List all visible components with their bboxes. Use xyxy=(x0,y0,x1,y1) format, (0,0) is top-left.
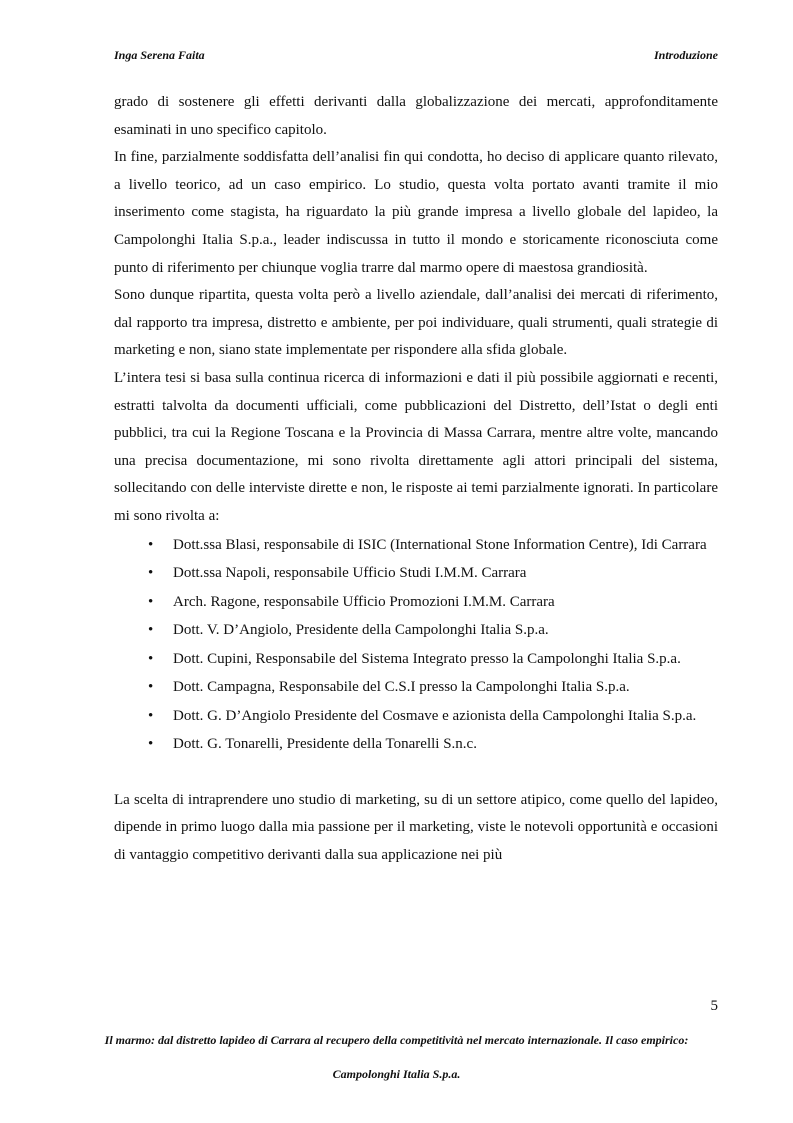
bullet-icon: • xyxy=(148,536,154,553)
list-item: • Dott.ssa Napoli, responsabile Ufficio Studi I.M.M. Carrara xyxy=(114,559,718,588)
bullet-icon: • xyxy=(148,565,154,581)
list-item: • Dott. G. Tonarelli, Presidente della Tonarelli S.n.c. xyxy=(114,730,718,759)
list-item: • Dott. V. D’Angiolo, Presidente della Campolonghi Italia S.p.a. xyxy=(114,616,718,645)
paragraph-approach: Sono dunque ripartita, questa volta però a livello aziendale, dall’analisi dei mercati di riferimento, dal rapporto tra impresa, distretto e ambiente, per poi individuare, quali strumenti, quali strategie di marketing e non, siano state implementate per rispondere alla sfida globale. xyxy=(114,287,718,359)
paragraph-motivation: La scelta di intraprendere uno studio di marketing, su di un settore atipico, come quello del lapideo, dipende in primo luogo dalla mia passione per il marketing, viste le notevoli opportunità e occasioni di vantaggio competitivo derivanti dalla sua applicazione nei più xyxy=(114,791,718,863)
bullet-icon: • xyxy=(148,622,154,638)
list-item: • Dott. Cupini, Responsabile del Sistema Integrato presso la Campolonghi Italia S.p.a. xyxy=(114,645,718,674)
list-item: • Dott.ssa Blasi, responsabile di ISIC (International Stone Information Centre), Idi Carrara xyxy=(114,531,718,560)
page-body xyxy=(114,89,718,869)
paragraph-sources: L’intera tesi si basa sulla continua ricerca di informazioni e dati il più possibile aggiornati e recenti, estratti talvolta da documenti ufficiali, come pubblicazioni del Distretto, dell’Istat o degli enti pubblici, tra cui la Regione Toscana e la Provincia di Massa Carrara, mentre altre volte, mancando una precisa documentazione, mi sono rivolta direttamente agli attori principali del sistema, sollecitando con delle interviste dirette e non, le risposte ai temi parzialmente ignorati. In particolare mi sono rivolta a: xyxy=(114,369,718,524)
header-section: Introduzione xyxy=(653,48,718,62)
bullet-icon: • xyxy=(148,736,154,752)
page-number: 5 xyxy=(710,998,718,1014)
bullet-icon: • xyxy=(148,593,154,610)
list-item: • Dott. Campagna, Responsabile del C.S.I presso la Campolonghi Italia S.p.a. xyxy=(114,673,718,702)
list-item: • Dott. G. D’Angiolo Presidente del Cosmave e azionista della Campolonghi Italia S.p.a. xyxy=(114,702,718,731)
footer-subtitle-line: Campolonghi Italia S.p.a. xyxy=(332,1067,461,1081)
spacer xyxy=(114,759,718,787)
bullet-icon: • xyxy=(148,707,154,724)
paragraph-continuation: grado di sostenere gli effetti derivanti dalla globalizzazione dei mercati, approfonditamente esaminati in uno specifico capitolo. xyxy=(114,94,718,138)
header-author: Inga Serena Faita xyxy=(114,48,205,62)
footer-title-line: Il marmo: dal distretto lapideo di Carrara al recupero della competitività nel mercato internazionale. Il caso empirico: xyxy=(104,1033,689,1047)
paragraph-case-study: In fine, parzialmente soddisfatta dell’analisi fin qui condotta, ho deciso di applicare quanto rilevato, a livello teorico, ad un caso empirico. Lo studio, questa volta portato avanti tramite il mio inserimento come stagista, ha riguardato la più grande impresa a livello globale del lapideo, la Campolonghi Italia S.p.a., leader indiscussa in tutto il mondo e storicamente riconosciuta come punto di riferimento per chiunque voglia trarre dal marmo opere di maestosa grandiosità. xyxy=(114,149,718,276)
bullet-icon: • xyxy=(148,650,154,667)
running-header xyxy=(114,48,718,66)
list-item: • Arch. Ragone, responsabile Ufficio Promozioni I.M.M. Carrara xyxy=(114,588,718,617)
bullet-icon: • xyxy=(148,679,154,695)
running-footer xyxy=(40,1023,753,1091)
interviewee-list xyxy=(114,531,718,759)
